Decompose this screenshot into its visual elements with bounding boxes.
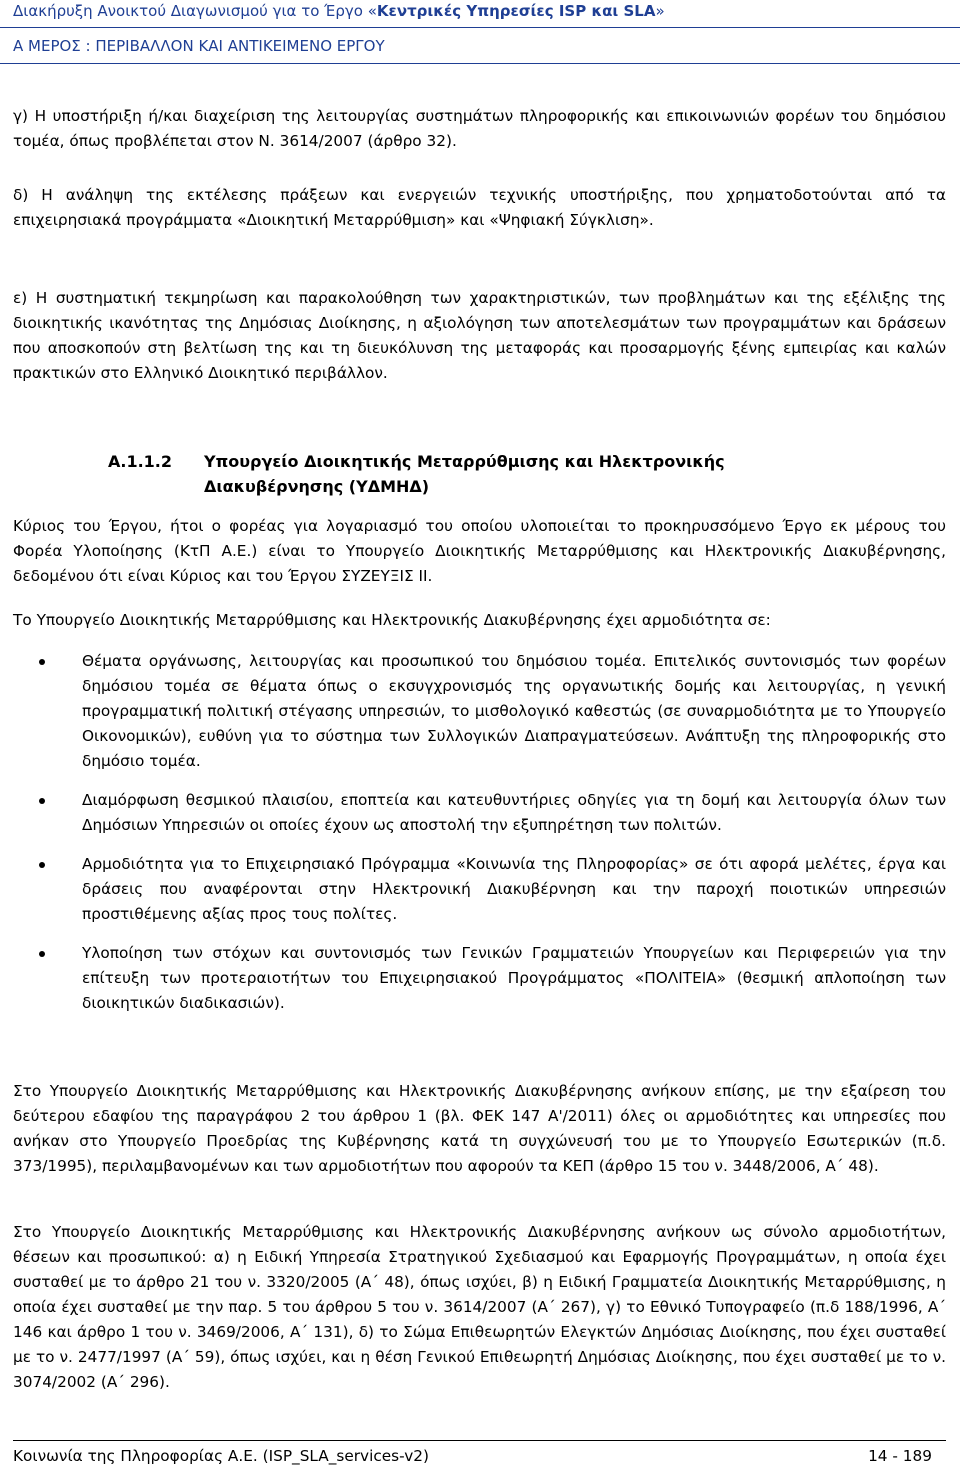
header-divider bbox=[0, 27, 960, 28]
bullet-list bbox=[13, 649, 946, 1016]
bullet-icon bbox=[39, 798, 45, 804]
footer-divider bbox=[13, 1440, 946, 1441]
bullet-icon bbox=[39, 951, 45, 957]
section-title-line1: Υπουργείο Διοικητικής Μεταρρύθμισης και Ηλεκτρονικής bbox=[204, 452, 725, 471]
paragraph: Το Υπουργείο Διοικητικής Μεταρρύθμισης και Ηλεκτρονικής Διακυβέρνησης έχει αρμοδιότητα σε: bbox=[13, 611, 771, 629]
item-e: ε) Η συστηματική τεκμηρίωση και παρακολούθηση των χαρακτηριστικών, των προβλημάτων και της εξέλιξης της διοικητικής ικανότητας της Δημόσιας Διοίκησης, η αξιολόγηση των αποτελεσμάτων των προγραμμάτων και δράσεων που αποσκοπούν στη βελτίωση της και τη διευκόλυνση της μεταφοράς και προσαρμογής ξένης εμπειρίας και καλών πρακτικών στο Ελληνικό Διοικητικό περιβάλλον. bbox=[13, 289, 946, 382]
page-number: 14 - 189 bbox=[868, 1447, 932, 1465]
list-item: Αρμοδιότητα για το Επιχειρησιακό Πρόγραμμα «Κοινωνία της Πληροφορίας» σε ότι αφορά μελέτες, έργα και δράσεις που αναφέρονται στην Ηλεκτρονική Διακυβέρνηση και την παροχή ποιοτικών υπηρεσιών προστιθέμενης αξίας προς τους πολίτες. bbox=[13, 852, 946, 927]
bullet-icon bbox=[39, 862, 45, 868]
page-footer bbox=[13, 1447, 946, 1465]
list-item: Διαμόρφωση θεσμικού πλαισίου, εποπτεία και κατευθυντήριες οδηγίες για τη δομή και λειτουργία όλων των Δημόσιων Υπηρεσιών οι οποίες έχουν ως αποστολή την εξυπηρέτηση των πολιτών. bbox=[13, 788, 946, 838]
section-heading bbox=[108, 449, 868, 499]
item-d: δ) Η ανάληψη της εκτέλεσης πράξεων και ενεργειών τεχνικής υποστήριξης, που χρηματοδοτούνται από τα επιχειρησιακά προγράμματα «Διοικητική Μεταρρύθμιση» και «Ψηφιακή Σύγκλιση». bbox=[13, 186, 946, 229]
paragraph: Στο Υπουργείο Διοικητικής Μεταρρύθμισης και Ηλεκτρονικής Διακυβέρνησης ανήκουν επίσης, με την εξαίρεση του δεύτερου εδαφίου της παραγράφου 2 του άρθρου 1 (βλ. ΦΕΚ 147 Α'/2011) όλες οι αρμοδιότητες και υπηρεσίες που ανήκαν στο Υπουργείο Προεδρίας της Κυβέρνησης κατά τη συγχώνευσή του με το Υπουργείο Εσωτερικών (π.δ. 373/1995), περιλαμβανομένων και των αρμοδιοτήτων που αφορούν τα ΚΕΠ (άρθρο 15 του ν. 3448/2006, Α΄ 48). bbox=[13, 1082, 946, 1175]
document-header-subtitle: Α ΜΕΡΟΣ : ΠΕΡΙΒΑΛΛΟΝ ΚΑΙ ΑΝΤΙΚΕΙΜΕΝΟ ΕΡΓΟΥ bbox=[13, 37, 385, 55]
paragraph: Κύριος του Έργου, ήτοι ο φορέας για λογαριασμό του οποίου υλοποιείται το προκηρυσσόμενο Έργο εκ μέρους του Φορέα Υλοποίησης (ΚτΠ Α.Ε.) είναι το Υπουργείο Διοικητικής Μεταρρύθμισης και Ηλεκτρονικής Διακυβέρνησης, δεδομένου ότι είναι Κύριος και του Έργου ΣΥΖΕΥΞΙΣ ΙΙ. bbox=[13, 517, 946, 585]
paragraph: Στο Υπουργείο Διοικητικής Μεταρρύθμισης και Ηλεκτρονικής Διακυβέρνησης ανήκουν ως σύνολο αρμοδιοτήτων, θέσεων και προσωπικού: α) η Ειδική Υπηρεσία Στρατηγικού Σχεδιασμού και Εφαρμογής Προγραμμάτων, η οποία έχει συσταθεί με το άρθρο 21 του ν. 3320/2005 (Α΄ 48), όπως ισχύει, β) η Ειδική Γραμματεία Διοικητικής Μεταρρύθμισης, η οποία έχει συσταθεί με την παρ. 5 του άρθρου 5 του ν. 3614/2007 (Α΄ 267), γ) το Εθνικό Τυπογραφείο (π.δ 188/1996, Α΄ 146 και άρθρο 1 του ν. 3469/2006, Α΄ 131), δ) το Σώμα Επιθεωρητών Ελεγκτών Δημόσιας Διοίκησης, που έχει συσταθεί με το ν. 2477/1997 (Α΄ 59), όπως ισχύει, και η θέση Γενικού Επιθεωρητή Δημόσιας Διοίκησης, που έχει συσταθεί με το ν. 3074/2002 (Α΄ 296). bbox=[13, 1223, 946, 1391]
document-header-title: Διακήρυξη Ανοικτού Διαγωνισμού για το Έργο «Κεντρικές Υπηρεσίες ISP και SLA» bbox=[13, 2, 665, 20]
bullet-icon bbox=[39, 659, 45, 665]
footer-company: Κοινωνία της Πληροφορίας Α.Ε. (ISP_SLA_services-v2) bbox=[13, 1447, 430, 1465]
section-number: Α.1.1.2 bbox=[108, 452, 173, 471]
item-g: γ) Η υποστήριξη ή/και διαχείριση της λειτουργίας συστημάτων πληροφορικής και επικοινωνιών φορέων του δημόσιου τομέα, όπως προβλέπεται στον Ν. 3614/2007 (άρθρο 32). bbox=[13, 107, 946, 150]
header-divider bbox=[0, 63, 960, 64]
section-title-line2: Διακυβέρνησης (ΥΔΜΗΔ) bbox=[204, 477, 430, 496]
list-item: Θέματα οργάνωσης, λειτουργίας και προσωπικού του δημόσιου τομέα. Επιτελικός συντονισμός των φορέων δημόσιου τομέα σε θέματα όπως ο εκσυγχρονισμός της οργανωτικής δομής και λειτουργίας, η γενική προγραμματική πολιτική στέγασης υπηρεσιών, το μισθολογικό καθεστώς (σε συναρμοδιότητα με το Υπουργείο Οικονομικών), ευθύνη για το σύστημα των Συλλογικών Διαπραγματεύσεων. Ανάπτυξη της πληροφορικής στο δημόσιο τομέα. bbox=[13, 649, 946, 774]
list-item: Υλοποίηση των στόχων και συντονισμός των Γενικών Γραμματειών Υπουργείων και Περιφερειών για την επίτευξη των προτεραιοτήτων του Επιχειρησιακού Προγράμματος «ΠΟΛΙΤΕΙΑ» (θεσμική απλοποίηση των διοικητικών διαδικασιών). bbox=[13, 941, 946, 1016]
